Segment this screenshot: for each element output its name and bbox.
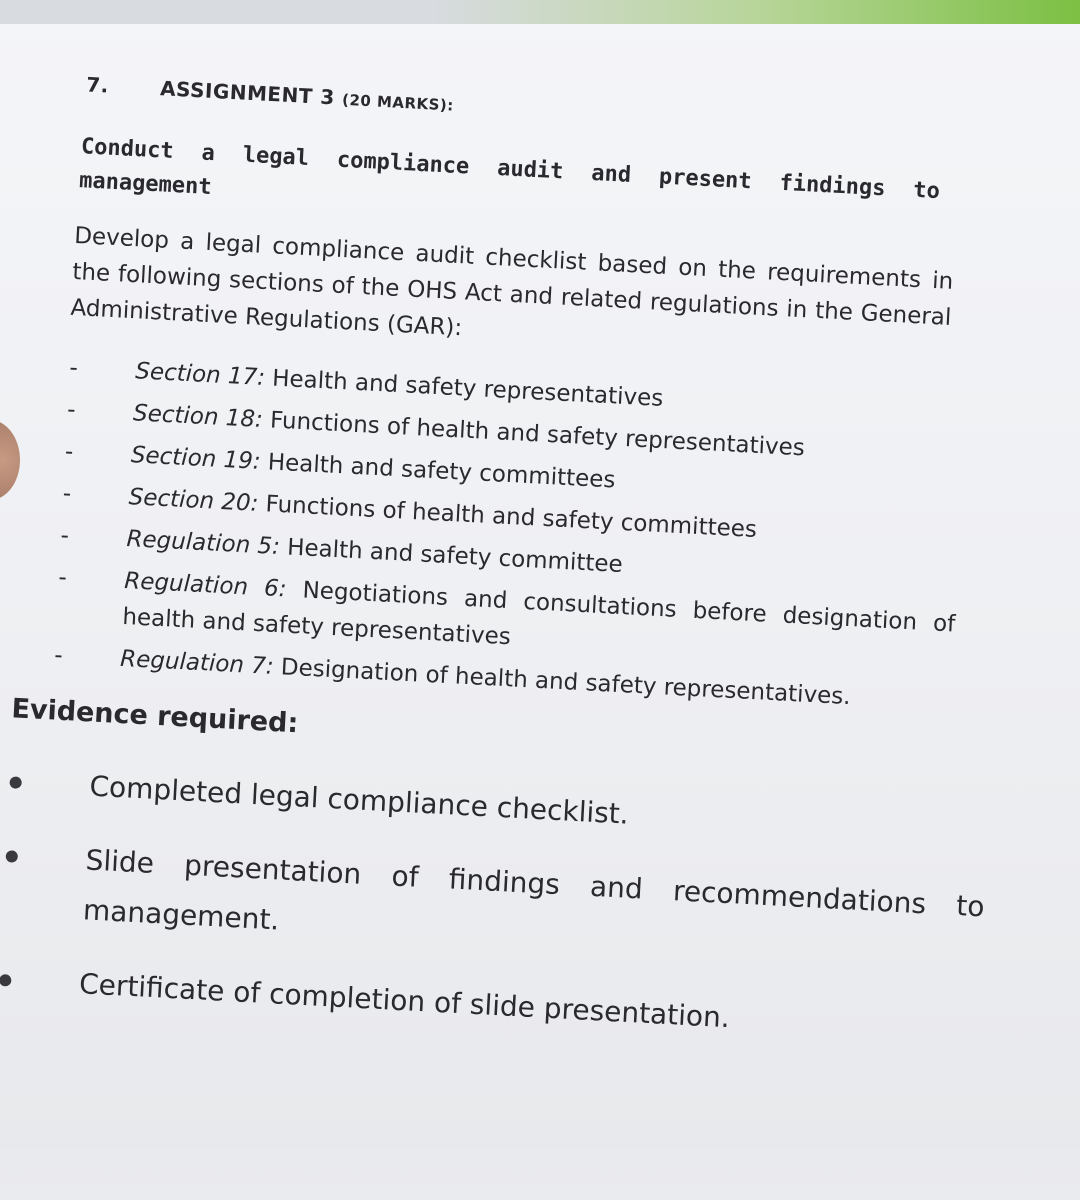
dash-marker: -: [62, 480, 72, 508]
bullet-icon: [9, 776, 22, 789]
assignment-number: 7.: [85, 72, 110, 98]
section-text: Functions of health and safety representatives: [269, 407, 806, 462]
assignment-title: ASSIGNMENT 3: [159, 76, 336, 110]
assignment-marks: (20 MARKS):: [341, 90, 455, 115]
section-ref: Section 17:: [134, 358, 266, 392]
evidence-heading: Evidence required:: [10, 693, 300, 740]
section-ref: Regulation 5:: [125, 526, 281, 561]
dash-marker: -: [53, 642, 64, 669]
section-text: Health and safety committees: [267, 449, 616, 494]
dash-marker: -: [57, 564, 68, 591]
bullet-icon: [0, 974, 12, 987]
bullet-icon: [5, 850, 18, 863]
list-item: [0, 831, 986, 982]
section-ref: Section 19:: [130, 442, 262, 475]
evidence-text: Certificate of completion of slide presentation.: [78, 967, 731, 1035]
evidence-list: [0, 757, 1004, 1081]
dash-marker: -: [66, 396, 77, 424]
section-ref: Regulation 6:: [123, 568, 288, 603]
section-ref: Section 18:: [132, 400, 264, 433]
assignment-heading: [86, 72, 455, 115]
dash-marker: -: [59, 522, 70, 550]
section-text: Designation of health and safety representatives.: [280, 654, 852, 711]
section-text: Negotiations and consultations before designation of health and safety representatives: [121, 577, 956, 651]
section-list: [51, 350, 967, 727]
section-text: Functions of health and safety committees: [264, 491, 758, 544]
dash-marker: -: [68, 354, 79, 382]
section-text: Health and safety committee: [286, 534, 624, 579]
instruction-paragraph: Develop a legal compliance audit checklist based on the requirements in the following sections of the OHS Act and related regulations in the General Administrative Regulations (GAR):: [69, 222, 954, 342]
evidence-text: Completed legal compliance checklist.: [88, 769, 630, 831]
task-statement: Conduct a legal compliance audit and present findings to management: [78, 134, 941, 205]
evidence-text: Slide presentation of findings and recommendations to management.: [82, 843, 986, 937]
section-ref: Section 20:: [128, 484, 260, 517]
section-text: Health and safety representatives: [271, 365, 664, 412]
dash-marker: -: [64, 438, 75, 466]
section-ref: Regulation 7:: [119, 645, 275, 680]
